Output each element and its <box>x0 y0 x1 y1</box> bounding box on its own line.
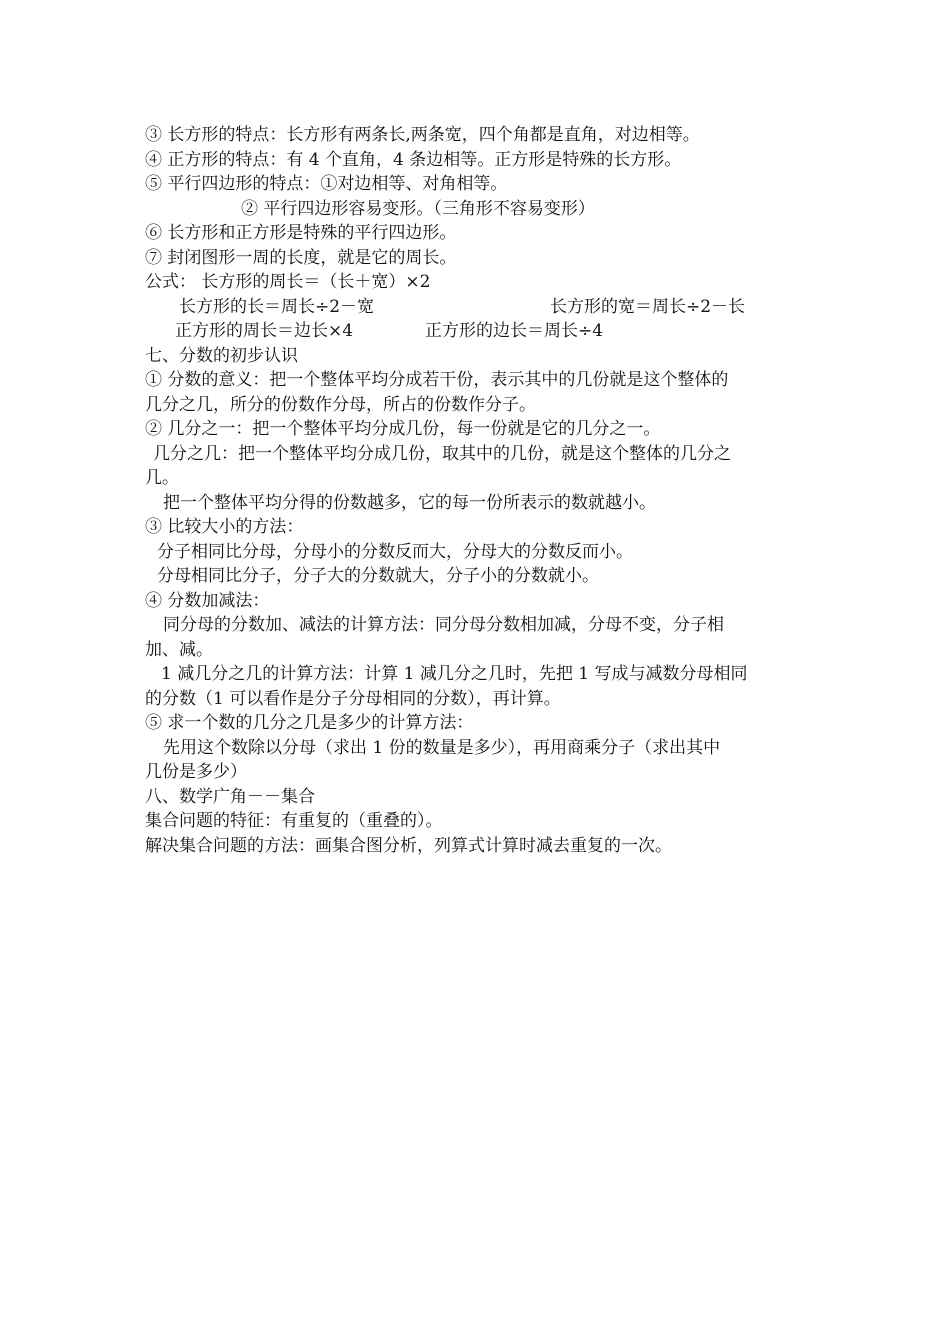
rectangle-length-formula: 长方形的长＝周长÷2－宽 <box>179 296 375 317</box>
rectangle-width-formula: 长方形的宽＝周长÷2－长 <box>550 296 746 317</box>
fraction-meaning-line-1: ① 分数的意义：把一个整体平均分成若干份，表示其中的几份就是这个整体的 <box>145 370 729 390</box>
fraction-meaning-line-2: 几分之几，所分的份数作分母，所占的份数作分子。 <box>145 394 536 415</box>
formula-row-2 <box>145 319 815 344</box>
rectangle-features-line: ③ 长方形的特点：长方形有两条长,两条宽，四个角都是直角，对边相等。 <box>145 125 700 145</box>
section-heading-sets: 八、数学广角－－集合 <box>145 786 315 807</box>
square-side-formula: 正方形的边长＝周长÷4 <box>425 321 604 341</box>
parallelogram-features-line: ⑤ 平行四边形的特点：①对边相等、对角相等。 <box>145 174 508 194</box>
fraction-of-number-method-line-2: 几份是多少） <box>145 762 247 782</box>
document-body <box>145 123 815 858</box>
perimeter-definition-line: ⑦ 封闭图形一周的长度，就是它的周长。 <box>145 247 457 268</box>
same-denominator-line: 分母相同比分子，分子大的分数就大，分子小的分数就小。 <box>157 566 599 586</box>
same-denominator-method-line-2: 加、减。 <box>145 639 213 660</box>
set-problem-feature-line: 集合问题的特征：有重复的（重叠的）。 <box>145 811 443 831</box>
fraction-add-subtract-line: ④ 分数加减法： <box>145 590 270 611</box>
formula-row-1 <box>145 295 815 320</box>
same-numerator-line: 分子相同比分母，分母小的分数反而大，分母大的分数反而小。 <box>157 541 633 562</box>
set-problem-method-line: 解决集合问题的方法：画集合图分析，列算式计算时减去重复的一次。 <box>145 835 672 856</box>
special-parallelogram-line: ⑥ 长方形和正方形是特殊的平行四边形。 <box>145 223 457 243</box>
same-denominator-method-line-1: 同分母的分数加、减法的计算方法：同分母分数相加减，分母不变，分子相 <box>163 615 724 635</box>
section-heading-fractions: 七、分数的初步认识 <box>145 345 298 366</box>
one-minus-fraction-line-2: 的分数（1 可以看作是分子分母相同的分数），再计算。 <box>145 688 561 709</box>
fraction-parts-line-2: 几。 <box>145 468 179 488</box>
square-features-line: ④ 正方形的特点：有 4 个直角，4 条边相等。正方形是特殊的长方形。 <box>145 149 682 170</box>
fraction-of-number-method-line-1: 先用这个数除以分母（求出 1 份的数量是多少），再用商乘分子（求出其中 <box>163 737 721 758</box>
parallelogram-deform-line: ② 平行四边形容易变形。（三角形不容易变形） <box>241 198 595 219</box>
square-perimeter-formula: 正方形的周长＝边长×4 <box>175 321 354 341</box>
fraction-size-line: 把一个整体平均分得的份数越多，它的每一份所表示的数就越小。 <box>163 492 656 513</box>
compare-methods-line: ③ 比较大小的方法： <box>145 517 304 537</box>
formula-heading: 公式： 长方形的周长＝（长＋宽）×2 <box>145 272 431 292</box>
fraction-parts-line-1: 几分之几：把一个整体平均分成几份，取其中的几份，就是这个整体的几分之 <box>153 443 731 464</box>
fraction-of-number-line: ⑤ 求一个数的几分之几是多少的计算方法： <box>145 713 474 733</box>
one-minus-fraction-line-1: 1 减几分之几的计算方法：计算 1 减几分之几时，先把 1 写成与减数分母相同 <box>161 664 748 684</box>
unit-fraction-line: ② 几分之一：把一个整体平均分成几份，每一份就是它的几分之一。 <box>145 419 661 439</box>
